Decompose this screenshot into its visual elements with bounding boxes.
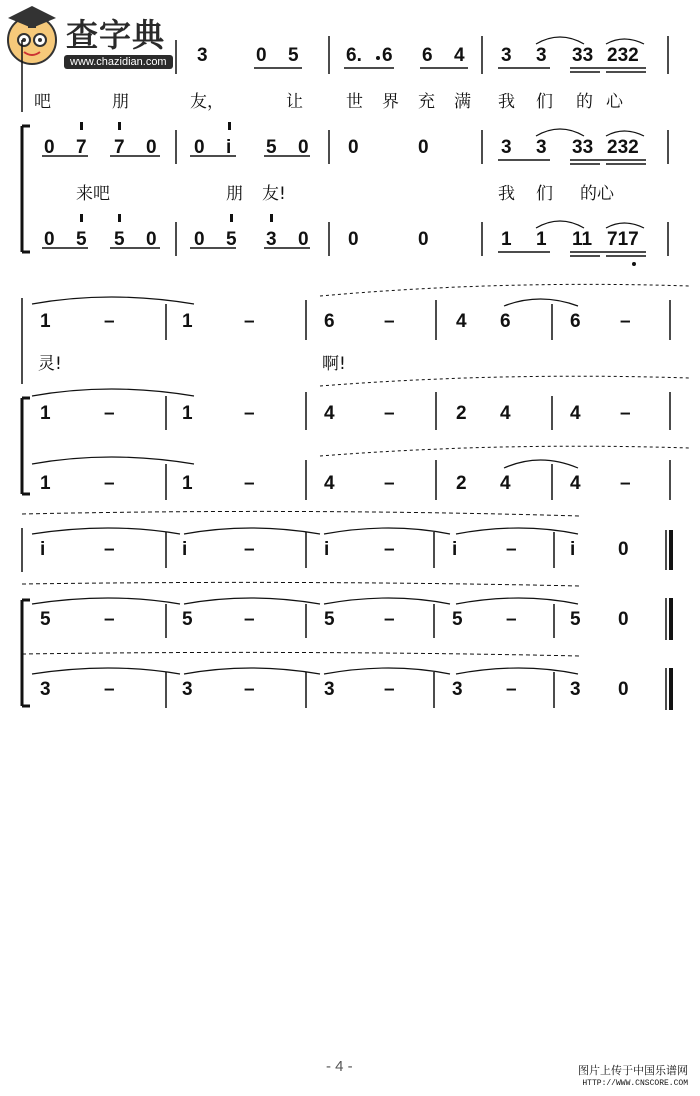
note: 3 xyxy=(266,229,277,250)
note: – xyxy=(104,679,115,700)
note: 6 xyxy=(500,311,511,332)
note: 0 xyxy=(418,229,429,250)
lyric: 友! xyxy=(262,184,286,204)
note: – xyxy=(506,539,517,560)
note: – xyxy=(620,473,631,494)
note: 11 xyxy=(572,229,593,250)
note: 0 xyxy=(298,229,309,250)
note: 6 xyxy=(422,45,433,66)
note: 0 xyxy=(618,539,629,560)
note: – xyxy=(104,403,115,424)
tie xyxy=(32,457,194,464)
credit-line2: HTTP://WWW.CNSCORE.COM xyxy=(582,1079,688,1088)
lyric: 我 xyxy=(498,92,515,112)
note: 5 xyxy=(570,609,581,630)
lyric: 朋 xyxy=(112,92,129,112)
note: 1 xyxy=(40,311,51,332)
note: 6. xyxy=(346,45,362,66)
note: – xyxy=(506,609,517,630)
note: 4 xyxy=(456,311,467,332)
note: – xyxy=(384,403,395,424)
note: 4 xyxy=(500,403,511,424)
note: 3 xyxy=(501,137,512,158)
note: 0 xyxy=(418,137,429,158)
note: – xyxy=(620,311,631,332)
slur xyxy=(504,460,578,468)
note: – xyxy=(384,679,395,700)
note: – xyxy=(244,609,255,630)
note: 5 xyxy=(452,609,463,630)
note: 0 xyxy=(44,229,55,250)
lyric: 满 xyxy=(454,92,471,112)
note: 5 xyxy=(266,137,277,158)
note: 2 xyxy=(456,403,467,424)
note: – xyxy=(384,539,395,560)
note: 1 xyxy=(182,311,193,332)
note: 3 xyxy=(570,679,581,700)
note: 0 xyxy=(256,45,267,66)
note: 1 xyxy=(40,473,51,494)
accent-mark xyxy=(80,122,83,130)
note: i xyxy=(182,539,188,560)
note: 232 xyxy=(607,137,639,158)
accent-mark xyxy=(230,214,233,222)
note: 5 xyxy=(40,609,51,630)
note: 3 xyxy=(501,45,512,66)
note: – xyxy=(506,679,517,700)
note: 4 xyxy=(324,403,335,424)
note: 3 xyxy=(40,679,51,700)
note: 1 xyxy=(536,229,547,250)
slur xyxy=(504,299,578,306)
lyric: 世 xyxy=(346,92,363,112)
note: i xyxy=(452,539,458,560)
note: 6 xyxy=(570,311,581,332)
note: 0 xyxy=(348,229,359,250)
note: 0 xyxy=(618,609,629,630)
lyric: 心 xyxy=(606,92,623,112)
note: 33 xyxy=(572,137,594,158)
accent-mark xyxy=(118,122,121,130)
lyric: 界 xyxy=(382,92,399,112)
note: i xyxy=(40,539,46,560)
note: 5 xyxy=(324,609,335,630)
note: 3 xyxy=(452,679,463,700)
note: 0 xyxy=(348,137,359,158)
octave-dot xyxy=(632,262,636,266)
note: – xyxy=(244,403,255,424)
note: 4 xyxy=(570,473,581,494)
lyric: 啊! xyxy=(322,354,346,374)
note: 0 xyxy=(618,679,629,700)
slur xyxy=(536,37,584,44)
note: 1 xyxy=(182,403,193,424)
lyric: 灵! xyxy=(38,354,62,374)
note: 232 xyxy=(607,45,639,66)
note: 0 xyxy=(298,137,309,158)
note: – xyxy=(620,403,631,424)
lyric: 们 xyxy=(536,92,553,112)
note: 4 xyxy=(570,403,581,424)
note: – xyxy=(384,311,395,332)
tie xyxy=(32,389,194,396)
note: – xyxy=(244,679,255,700)
note: i xyxy=(570,539,576,560)
note: 1 xyxy=(40,403,51,424)
bracket xyxy=(22,600,30,706)
lyric: 来吧 xyxy=(76,184,110,204)
lyric: 友， xyxy=(190,92,224,112)
note: – xyxy=(104,473,115,494)
page-number: - 4 - xyxy=(326,1058,353,1075)
note: 0 xyxy=(146,229,157,250)
note: 5 xyxy=(182,609,193,630)
note: 6 xyxy=(382,45,393,66)
note: 0 xyxy=(146,137,157,158)
note: – xyxy=(104,311,115,332)
note: 6 xyxy=(324,311,335,332)
note: – xyxy=(104,609,115,630)
tie xyxy=(22,511,580,516)
tie xyxy=(32,297,194,304)
note: – xyxy=(244,311,255,332)
note: 717 xyxy=(607,229,639,250)
note: 2 xyxy=(456,473,467,494)
note: – xyxy=(384,473,395,494)
note: 0 xyxy=(44,137,55,158)
lyric: 朋 xyxy=(226,184,243,204)
lyric: 吧 xyxy=(34,92,51,112)
slur xyxy=(606,223,644,228)
tie xyxy=(320,376,690,386)
note: 1 xyxy=(182,473,193,494)
note: – xyxy=(104,539,115,560)
dot xyxy=(376,56,380,60)
lyric: 的 xyxy=(576,92,593,112)
note: 33 xyxy=(572,45,594,66)
lyric: 让 xyxy=(286,92,303,112)
note: 1 xyxy=(501,229,512,250)
note: 5 xyxy=(288,45,299,66)
lyric: 的心 xyxy=(580,184,614,204)
note: 3 xyxy=(536,45,547,66)
note: – xyxy=(244,473,255,494)
slur xyxy=(606,131,644,136)
logo-title: 查字典 xyxy=(66,16,166,54)
accent-mark xyxy=(270,214,273,222)
bracket xyxy=(22,398,30,494)
upload-credit xyxy=(578,1064,688,1090)
slur xyxy=(606,39,644,44)
note: 3 xyxy=(197,45,208,66)
logo-url: www.chazidian.com xyxy=(64,55,173,69)
note: i xyxy=(226,137,232,158)
tie xyxy=(320,284,690,296)
note: 5 xyxy=(226,229,237,250)
note: – xyxy=(244,539,255,560)
note: 3 xyxy=(182,679,193,700)
accent-mark xyxy=(228,122,231,130)
note: 5 xyxy=(114,229,125,250)
slur xyxy=(536,129,584,136)
note: 4 xyxy=(454,45,465,66)
lyric: 们 xyxy=(536,184,553,204)
note: 4 xyxy=(500,473,511,494)
note: 4 xyxy=(324,473,335,494)
slur xyxy=(536,221,584,228)
bracket xyxy=(22,126,30,252)
note: 3 xyxy=(324,679,335,700)
note: – xyxy=(384,609,395,630)
note: 7 xyxy=(114,137,125,158)
note: 0 xyxy=(194,137,205,158)
credit-line1: 图片上传于中国乐谱网 xyxy=(578,1064,688,1077)
accent-mark xyxy=(118,214,121,222)
note: i xyxy=(324,539,330,560)
note: 5 xyxy=(76,229,87,250)
accent-mark xyxy=(80,214,83,222)
note: 3 xyxy=(536,137,547,158)
tie xyxy=(320,446,690,456)
lyric: 充 xyxy=(418,92,435,112)
lyric: 我 xyxy=(498,184,515,204)
note: 7 xyxy=(76,137,87,158)
note: 0 xyxy=(194,229,205,250)
